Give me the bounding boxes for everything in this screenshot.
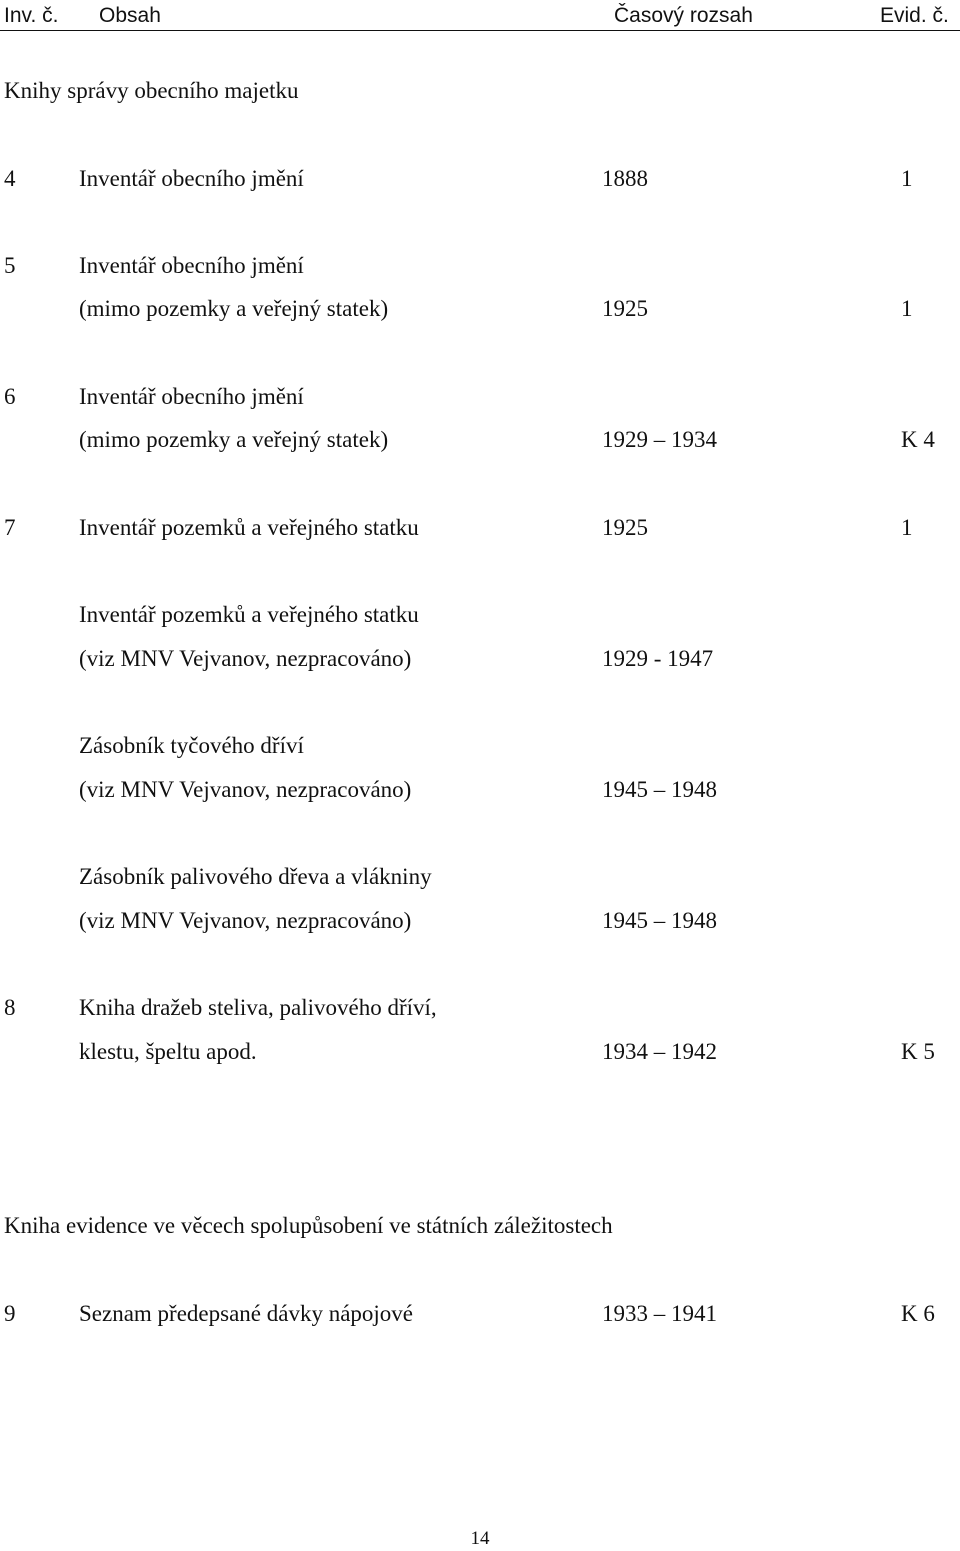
evidence-number: 1 xyxy=(901,296,913,321)
evidence-number: 1 xyxy=(901,515,913,540)
page-number: 14 xyxy=(470,1528,490,1549)
evidence-number: K 5 xyxy=(901,1039,935,1064)
time-range: 1945 – 1948 xyxy=(602,777,717,802)
time-range: 1945 – 1948 xyxy=(602,908,717,933)
entry-description: (viz MNV Vejvanov, nezpracováno) xyxy=(79,646,412,671)
time-range: 1925 xyxy=(602,296,648,321)
inventory-number: 6 xyxy=(4,384,16,409)
entry-description: Zásobník tyčového dříví xyxy=(79,733,304,758)
header-content-label: Obsah xyxy=(99,4,161,27)
entry-description: Zásobník palivového dřeva a vlákniny xyxy=(79,864,432,889)
table-header xyxy=(0,0,960,31)
inventory-number: 4 xyxy=(4,166,16,191)
entry-description: (mimo pozemky a veřejný statek) xyxy=(79,427,389,452)
time-range: 1925 xyxy=(602,515,648,540)
time-range: 1888 xyxy=(602,166,648,191)
inventory-number: 7 xyxy=(4,515,16,540)
section-title: Knihy správy obecního majetku xyxy=(4,78,299,103)
inventory-number: 8 xyxy=(4,995,16,1020)
entry-description: Kniha dražeb steliva, palivového dříví, xyxy=(79,995,437,1020)
time-range: 1934 – 1942 xyxy=(602,1039,717,1064)
evidence-number: K 4 xyxy=(901,427,935,452)
header-evid-label: Evid. č. xyxy=(880,4,949,27)
time-range: 1929 - 1947 xyxy=(602,646,714,671)
header-inv-label: Inv. č. xyxy=(4,4,59,27)
inventory-number: 9 xyxy=(4,1301,16,1326)
evidence-number: K 6 xyxy=(901,1301,935,1326)
time-range: 1929 – 1934 xyxy=(602,427,717,452)
inventory-number: 5 xyxy=(4,253,16,278)
header-date-label: Časový rozsah xyxy=(614,4,753,27)
entry-description: Inventář pozemků a veřejného statku xyxy=(79,515,419,540)
section-title: Kniha evidence ve věcech spolupůsobení ve státních záležitostech xyxy=(4,1213,613,1238)
entry-description: Inventář pozemků a veřejného statku xyxy=(79,602,419,627)
entry-description: Inventář obecního jmění xyxy=(79,384,304,409)
entry-description: (viz MNV Vejvanov, nezpracováno) xyxy=(79,777,412,802)
time-range: 1933 – 1941 xyxy=(602,1301,717,1326)
evidence-number: 1 xyxy=(901,166,913,191)
entry-description: Inventář obecního jmění xyxy=(79,166,304,191)
entry-description: Inventář obecního jmění xyxy=(79,253,304,278)
entry-description: (mimo pozemky a veřejný statek) xyxy=(79,296,389,321)
entry-description: (viz MNV Vejvanov, nezpracováno) xyxy=(79,908,412,933)
entry-description: klestu, špeltu apod. xyxy=(79,1039,257,1064)
entry-description: Seznam předepsané dávky nápojové xyxy=(79,1301,414,1326)
